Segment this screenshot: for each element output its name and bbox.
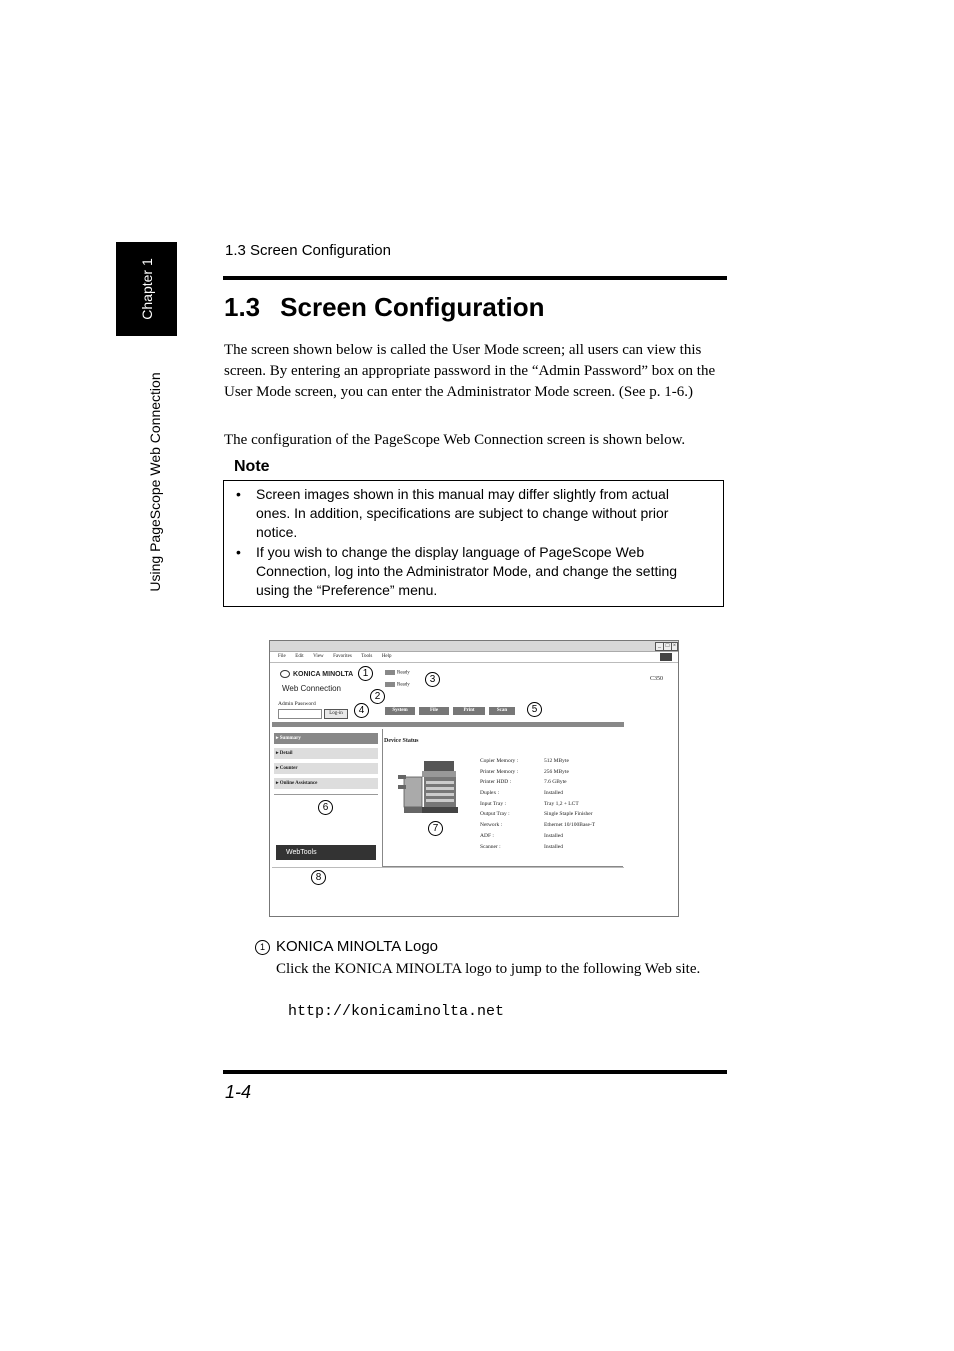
frame-rule (272, 867, 624, 868)
table-row (480, 769, 595, 780)
callout-marker: 8 (311, 870, 326, 885)
item-url: http://konicaminolta.net (288, 1003, 505, 1020)
tab-scan[interactable]: Scan (489, 707, 515, 715)
config-paragraph: The configuration of the PageScope Web Connection screen is shown below. (224, 432, 686, 448)
table-row (480, 811, 595, 822)
maximize-icon[interactable]: □ (663, 642, 672, 651)
window-titlebar (270, 641, 678, 652)
spec-key: Duplex : (480, 790, 500, 797)
spec-value: Tray 1,2 + LCT (544, 800, 579, 807)
running-head: 1.3 Screen Configuration (225, 242, 391, 259)
table-row (480, 801, 595, 812)
note-text: If you wish to change the display language of PageScope Web Connection, log into the Administrator Mode, and change the setting using the “Preference” menu. (256, 544, 678, 598)
bullet: • (236, 486, 241, 502)
table-row (480, 790, 595, 801)
menu-file[interactable]: File (278, 654, 286, 659)
tab-file[interactable]: File (419, 707, 449, 715)
tab-system[interactable]: System (385, 707, 415, 715)
webtools-button[interactable]: WebTools (276, 845, 376, 860)
spec-value: Ethernet 10/100Base-T (544, 822, 596, 829)
model-name: C350 (650, 676, 664, 682)
menu-tools[interactable]: Tools (361, 654, 373, 659)
page-number: 1-4 (225, 1082, 252, 1102)
note-item (236, 543, 696, 600)
status-indicator: Ready (385, 670, 410, 676)
table-row (480, 758, 595, 769)
item-heading (255, 938, 438, 955)
table-row (480, 822, 595, 833)
pagescope-logo[interactable]: Web Connection (282, 684, 341, 693)
spec-key: Network : (480, 822, 503, 829)
spec-value: Single Staple Finisher (544, 811, 593, 818)
callout-marker: 3 (425, 672, 440, 687)
chapter-tab-label: Chapter 1 (138, 258, 155, 320)
header-band (272, 722, 624, 727)
menu-favorites[interactable]: Favorites (333, 654, 352, 659)
menu-view[interactable]: View (313, 654, 324, 659)
table-row (480, 844, 595, 855)
menu-help[interactable]: Help (381, 654, 392, 659)
minimize-icon[interactable]: _ (655, 642, 664, 651)
item-heading-text: KONICA MINOLTA Logo (276, 938, 439, 955)
note-text: Screen images shown in this manual may differ slightly from actual ones. In addition, specifications are subject to change without prior notice. (256, 486, 669, 540)
printer-image (398, 759, 460, 817)
spec-value: Installed (544, 790, 563, 797)
status-indicator: Ready (385, 682, 410, 688)
spec-key: Copier Memory : (480, 758, 519, 764)
sidebar-item-summary[interactable]: ▸ Summary (274, 733, 378, 744)
sidebar-item-counter[interactable]: ▸ Counter (274, 763, 378, 774)
callout-marker: 1 (358, 666, 373, 681)
callout-marker: 5 (527, 702, 542, 717)
section-title (224, 292, 545, 323)
top-rule (223, 276, 727, 280)
spec-key: Printer Memory : (480, 768, 519, 775)
pane-divider (382, 729, 383, 867)
menu-edit[interactable]: Edit (295, 654, 304, 659)
note-item (236, 485, 696, 542)
callout-marker: 7 (428, 821, 443, 836)
close-icon[interactable]: × (672, 643, 677, 649)
callout-marker: 4 (354, 703, 369, 718)
spec-value: 512 MByte (544, 758, 569, 764)
spec-key: ADF : (480, 832, 494, 839)
bottom-rule (223, 1070, 727, 1074)
device-spec-table (480, 758, 595, 854)
item-description: Click the KONICA MINOLTA logo to jump to the following Web site. (276, 961, 701, 977)
spec-key: Output Tray : (480, 811, 510, 818)
chapter-tab (116, 242, 177, 336)
note-label: Note (234, 458, 270, 475)
konica-minolta-logo[interactable]: KONICA MINOLTA (280, 670, 353, 678)
side-section-title: Using PageScope Web Connection (147, 372, 163, 592)
spec-value: Installed (544, 843, 563, 850)
menu-bar (270, 652, 678, 663)
screen-figure (269, 640, 679, 917)
spec-key: Input Tray : (480, 800, 506, 807)
callout-marker: 2 (370, 689, 385, 704)
section-number: 1.3 (224, 292, 261, 322)
section-title-text: Screen Configuration (280, 292, 545, 322)
spec-value: Installed (544, 832, 563, 839)
device-status-title: Device Status (384, 738, 419, 744)
admin-password-input[interactable] (278, 709, 322, 719)
spec-value: 256 MByte (544, 768, 569, 775)
spec-key: Printer HDD : (480, 779, 512, 786)
admin-password-label: Admin Password (278, 701, 316, 707)
login-button[interactable]: Log-in (324, 709, 348, 719)
callout-marker: 1 (255, 940, 270, 955)
intro-paragraph: The screen shown below is called the User Mode screen; all users can view this screen. By entering an appropriate password in the “Admin Password” box on the User Mode screen, you can enter the Administrator Mode screen. (See p. 1-6.) (224, 342, 716, 400)
note-box (223, 480, 724, 607)
tab-print[interactable]: Print (453, 707, 485, 715)
callout-marker: 6 (318, 800, 333, 815)
sidebar-item-online-assistance[interactable]: ▸ Online Assistance (274, 778, 378, 789)
sidebar-divider (274, 794, 378, 795)
table-row (480, 833, 595, 844)
spec-value: 7.6 GByte (544, 779, 567, 786)
sidebar-item-detail[interactable]: ▸ Detail (274, 748, 378, 759)
spec-key: Scanner : (480, 843, 501, 850)
bullet: • (236, 544, 241, 560)
table-row (480, 779, 595, 790)
browser-logo-icon (660, 653, 672, 661)
